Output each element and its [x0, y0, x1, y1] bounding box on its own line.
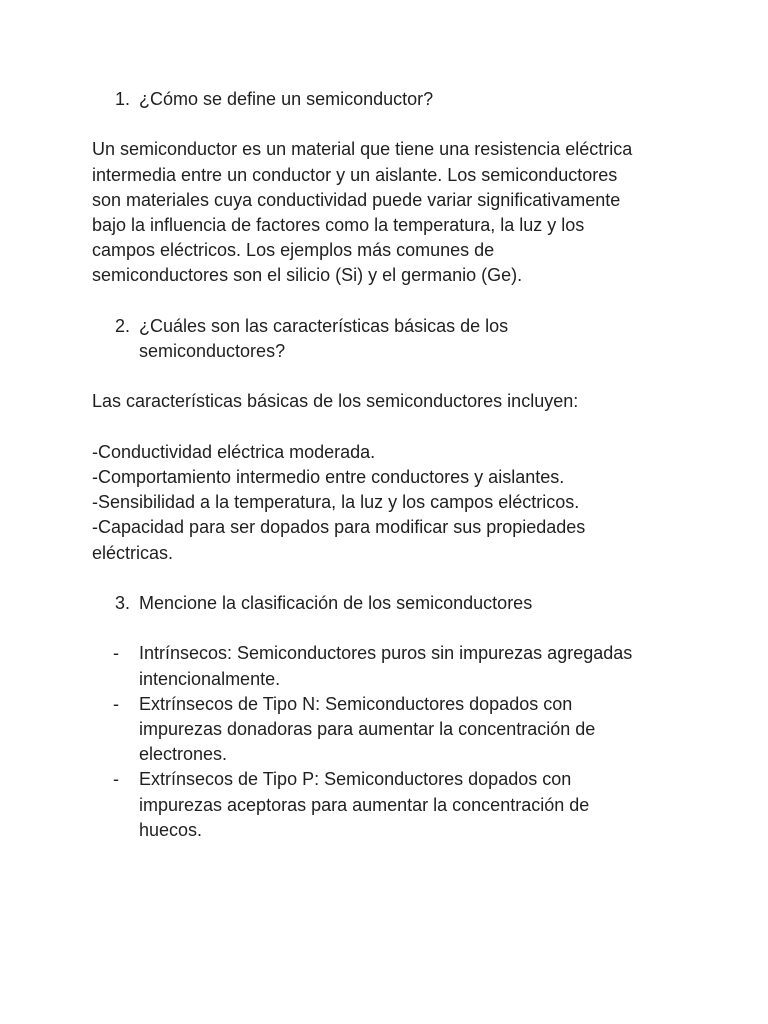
answer-1-line: Un semiconductor es un material que tiene una resistencia eléctrica — [92, 139, 633, 160]
answer-3-bullet — [92, 641, 692, 691]
bullet-line: impurezas aceptoras para aumentar la concentración de — [139, 794, 590, 815]
answer-3-bullet — [92, 692, 692, 768]
spacer — [92, 112, 692, 137]
question-2-line: ¿Cuáles son las características básicas de los — [139, 315, 509, 336]
spacer — [92, 364, 692, 389]
answer-2-item: -Comportamiento intermedio entre conductores y aislantes. — [92, 466, 565, 487]
answer-2-list — [92, 440, 692, 566]
question-1-number: 1. — [115, 89, 131, 109]
spacer — [92, 566, 692, 591]
bullet-line: Extrínsecos de Tipo N: Semiconductores dopados con — [139, 693, 573, 714]
answer-1 — [92, 137, 692, 288]
answer-2-item: -Capacidad para ser dopados para modificar sus propiedades — [92, 517, 586, 538]
answer-2-intro — [92, 389, 692, 414]
question-1 — [92, 87, 692, 112]
answer-3-bullet — [92, 767, 692, 843]
answer-1-line: semiconductores son el silicio (Si) y el germanio (Ge). — [92, 265, 523, 286]
answer-1-line: son materiales cuya conductividad puede variar significativamente — [92, 189, 621, 210]
question-3-text: Mencione la clasificación de los semiconductores — [139, 592, 533, 613]
answer-2-item: -Sensibilidad a la temperatura, la luz y los campos eléctricos. — [92, 492, 580, 513]
bullet-line: impurezas donadoras para aumentar la concentración de — [139, 718, 596, 739]
bullet-line: huecos. — [139, 819, 203, 840]
spacer — [92, 415, 692, 440]
spacer — [92, 289, 692, 314]
bullet-line: Extrínsecos de Tipo P: Semiconductores dopados con — [139, 769, 572, 790]
answer-1-line: bajo la influencia de factores como la temperatura, la luz y los — [92, 215, 585, 235]
spacer — [92, 616, 692, 641]
question-2 — [92, 314, 692, 364]
bullet-dash: - — [113, 643, 119, 664]
bullet-dash: - — [113, 769, 119, 790]
question-2-line: semiconductores? — [139, 341, 286, 361]
answer-2-intro-text: Las características básicas de los semiconductores incluyen: — [92, 391, 579, 412]
answer-2-item: eléctricas. — [92, 542, 174, 563]
document-page — [92, 87, 692, 843]
answer-2-item: -Conductividad eléctrica moderada. — [92, 441, 376, 462]
bullet-dash: - — [113, 693, 119, 714]
question-1-text: ¿Cómo se define un semiconductor? — [139, 89, 434, 109]
question-3-number: 3. — [115, 592, 131, 613]
bullet-line: intencionalmente. — [139, 668, 281, 689]
answer-1-line: intermedia entre un conductor y un aislante. Los semiconductores — [92, 164, 618, 185]
question-2-number: 2. — [115, 315, 131, 336]
question-3 — [92, 591, 692, 616]
bullet-line: electrones. — [139, 744, 228, 765]
answer-1-line: campos eléctricos. Los ejemplos más comunes de — [92, 240, 495, 261]
bullet-line: Intrínsecos: Semiconductores puros sin impurezas agregadas — [139, 643, 633, 664]
